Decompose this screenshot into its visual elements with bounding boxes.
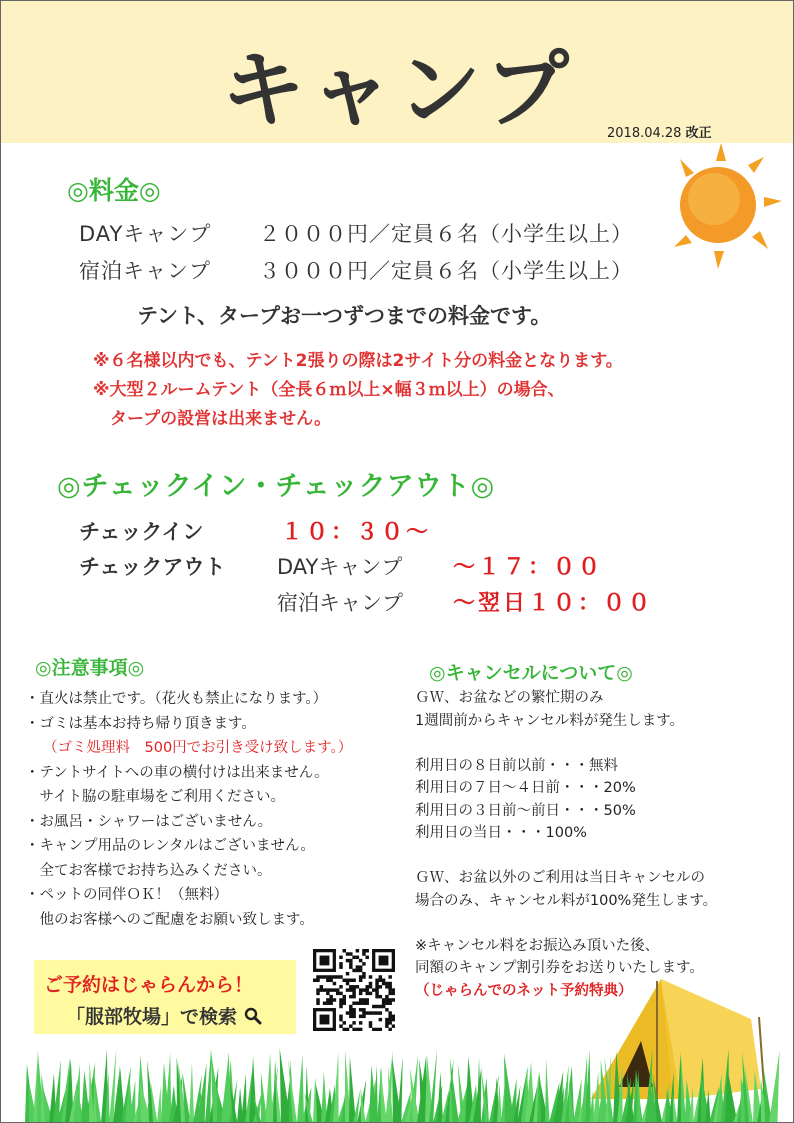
fee-warning: ※６名様以内でも、テント2張りの際は2サイト分の料金となります。 <box>93 351 623 371</box>
list-item: ・ゴミは基本お持ち帰り頂きます。 <box>25 715 256 732</box>
search-icon <box>244 1007 262 1025</box>
list-item: 場合のみ、キャンセル料が100%発生します。 <box>415 892 718 909</box>
list-item: 1週間前からキャンセル料が発生します。 <box>415 712 685 729</box>
checkout-label: チェックアウト <box>79 555 226 579</box>
list-item: 利用日の３日前〜前日・・・50% <box>415 802 636 819</box>
booking-line: ご予約はじゃらんから！ <box>44 974 254 996</box>
checkout-day-label: DAYキャンプ <box>277 555 403 579</box>
list-item: ・キャンプ用品のレンタルはございません。 <box>25 838 315 854</box>
notes-heading: ◎注意事項◎ <box>35 657 145 679</box>
list-item <box>415 912 717 935</box>
list-item: ・ペットの同伴ＯＫ！（無料） <box>25 887 228 903</box>
list-item: 全てお客様でお持ち込みください。 <box>25 862 272 879</box>
checkin-label: チェックイン <box>79 520 204 544</box>
list-item: ・直火は禁止です。（花火も禁止になります。） <box>25 691 328 707</box>
page-title: キャンプ <box>220 41 573 139</box>
list-item: （ゴミ処理料 500円でお引き受け致します。） <box>43 740 353 756</box>
cancel-special: （じゃらんでのネット予約特典） <box>415 982 633 999</box>
checkin-heading: ◎チェックイン・チェックアウト◎ <box>57 471 496 502</box>
qr-code-icon[interactable] <box>313 949 395 1031</box>
grass-decoration <box>1 1041 793 1123</box>
header-band <box>1 1 793 143</box>
checkout-day-time: ～１７：００ <box>453 555 604 580</box>
list-item <box>415 845 717 868</box>
cancel-list <box>415 687 717 1002</box>
list-item: ・テントサイトへの車の横付けは出来ません。 <box>25 764 329 781</box>
fee-row-day: DAYキャンプ ２０００円／定員６名（小学生以上） <box>79 222 633 246</box>
fee-warning: ※大型２ルームテント（全長６ｍ以上×幅３ｍ以上）の場合、 <box>93 380 565 400</box>
booking-search-line: 「服部牧場」で検索 <box>66 1002 262 1029</box>
list-item: ＧＷ、お盆などの繁忙期のみ <box>415 690 604 706</box>
fee-warning: タープの設営は出来ません。 <box>93 409 332 429</box>
list-item: 利用日の当日・・・100% <box>415 825 587 841</box>
list-item: サイト脇の駐車場をご利用ください。 <box>25 789 285 805</box>
notes-list <box>25 687 352 932</box>
checkout-stay-time: ～翌日１０：００ <box>453 591 654 616</box>
list-item: 利用日の８日前以前・・・無料 <box>415 757 618 774</box>
fee-note: テント、タープお一つずつまでの料金です。 <box>137 304 552 328</box>
checkin-time: １０：３０～ <box>281 520 432 545</box>
booking-box[interactable] <box>34 960 296 1034</box>
checkout-stay-label: 宿泊キャンプ <box>277 591 403 615</box>
list-item: ＧＷ、お盆以外のご利用は当日キャンセルの <box>415 870 705 886</box>
fee-row-stay: 宿泊キャンプ ３０００円／定員６名（小学生以上） <box>79 259 633 283</box>
list-item: ※キャンセル料をお振込み頂いた後、 <box>415 937 660 954</box>
sun-icon <box>656 141 786 271</box>
fees-heading: ◎料金◎ <box>67 176 161 205</box>
list-item: 他のお客様へのご配慮をお願い致します。 <box>25 911 314 928</box>
list-item: 同額のキャンプ割引券をお送りいたします。 <box>415 960 704 976</box>
list-item: 利用日の７日〜４日前・・・20% <box>415 780 636 796</box>
list-item: ・お風呂・シャワーはございません。 <box>25 813 273 830</box>
cancel-heading: ◎キャンセルについて◎ <box>429 662 633 684</box>
revision-date: 2018.04.28 改正 <box>607 126 712 141</box>
list-item <box>415 732 717 755</box>
